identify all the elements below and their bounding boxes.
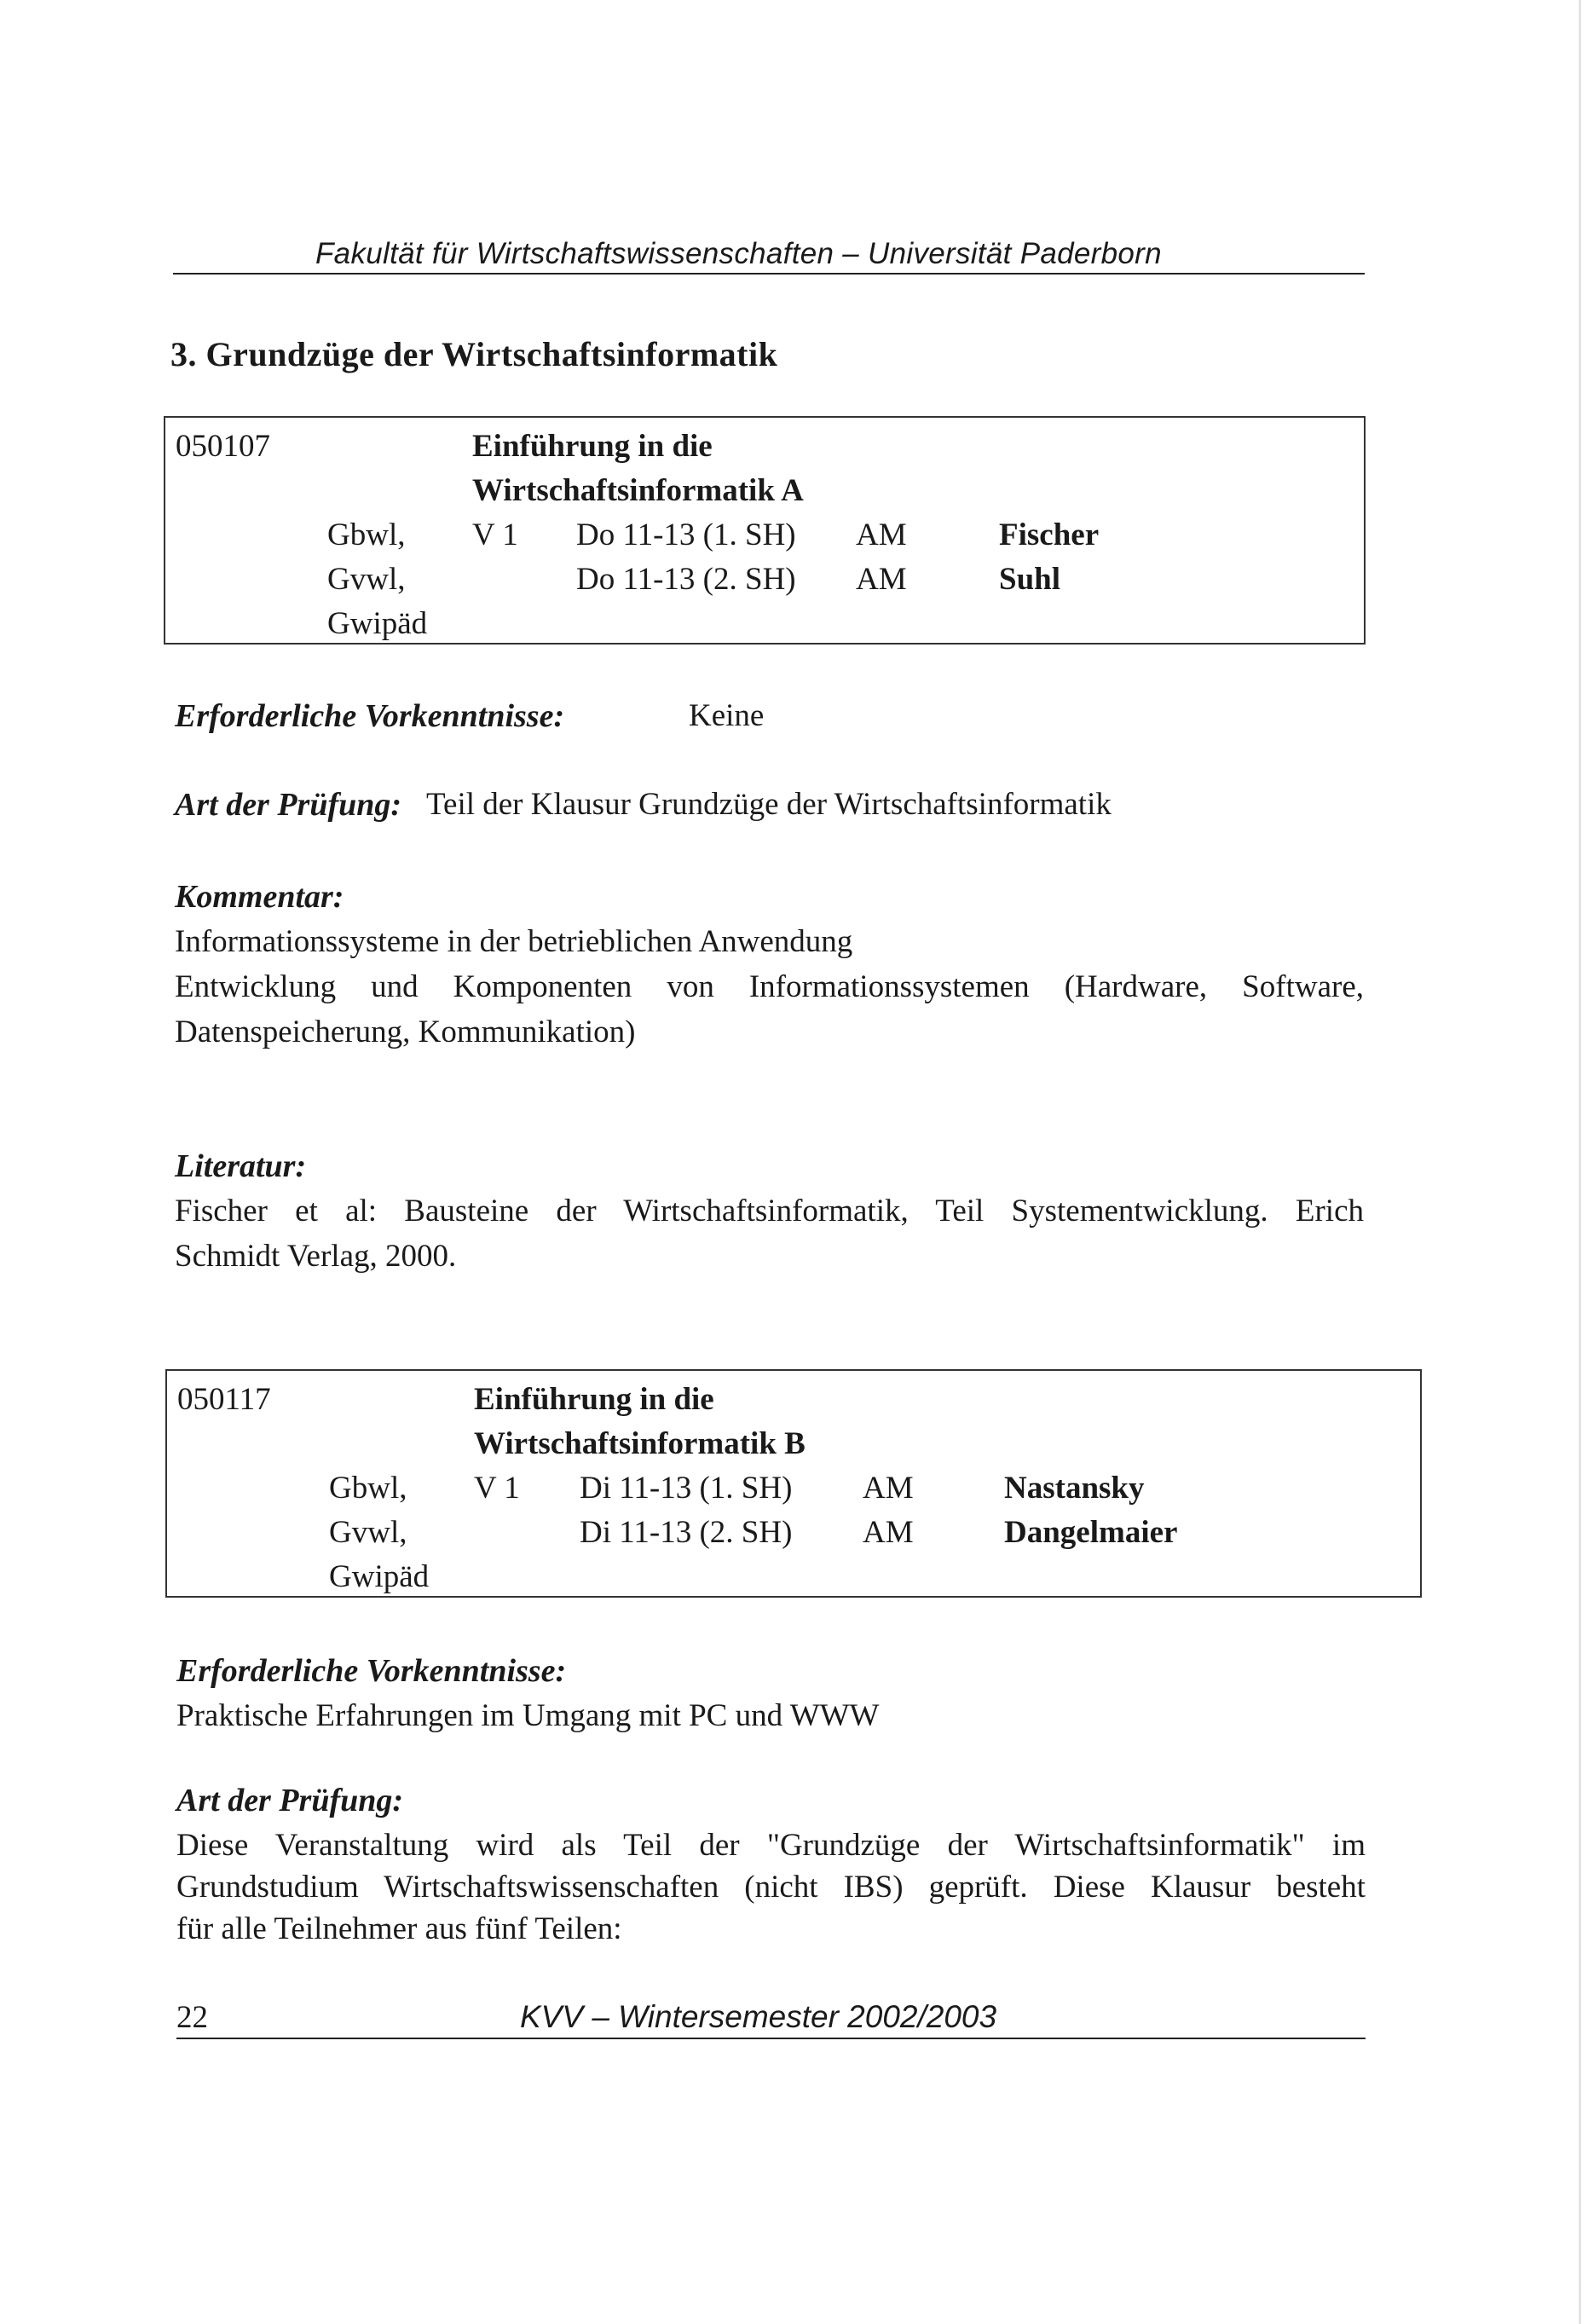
literature-line: Schmidt Verlag, 2000.: [175, 1239, 457, 1274]
program-label: Gvwl,: [327, 562, 406, 597]
running-header: Fakultät für Wirtschaftswissenschaften – Universität Paderborn: [315, 237, 1162, 270]
exam-text-line: Diese Veranstaltung wird als Teil der "Grundzüge der Wirtschaftsinformatik" im: [176, 1828, 1366, 1863]
session-room: AM: [863, 1471, 914, 1506]
program-label: Gwipäd: [327, 606, 428, 641]
course-title-line-1: Einführung in die: [474, 1382, 714, 1417]
session-room: AM: [863, 1515, 914, 1550]
session-lecturer: Fischer: [999, 517, 1100, 552]
footer-rule: [176, 2038, 1366, 2039]
session-time: Do 11-13 (1. SH): [576, 517, 796, 552]
course-box-2: [165, 1369, 1422, 1598]
session-time: Di 11-13 (2. SH): [580, 1515, 793, 1550]
literature-line: Fischer et al: Bausteine der Wirtschaftsinformatik, Teil Systementwicklung. Erich: [175, 1194, 1364, 1228]
exam-label: Art der Prüfung:: [175, 787, 402, 823]
prerequisites-value: Keine: [689, 698, 765, 733]
exam-value: Teil der Klausur Grundzüge der Wirtschaftsinformatik: [426, 787, 1112, 822]
scan-edge-line: [1579, 0, 1581, 2324]
exam-text-line: Grundstudium Wirtschaftswissenschaften (nicht IBS) geprüft. Diese Klausur besteht: [176, 1870, 1366, 1905]
program-label: Gwipäd: [329, 1559, 430, 1594]
prerequisites-label: Erforderliche Vorkenntnisse:: [175, 698, 565, 734]
prerequisites-value: Praktische Erfahrungen im Umgang mit PC und WWW: [176, 1698, 880, 1733]
session-lecturer: Suhl: [999, 562, 1061, 597]
comment-line: Entwicklung und Komponenten von Informationssystemen (Hardware, Software,: [175, 969, 1364, 1004]
comment-line: Informationssysteme in der betrieblichen Anwendung: [175, 924, 853, 959]
session-time: Do 11-13 (2. SH): [576, 562, 796, 597]
exam-text-line: für alle Teilnehmer aus fünf Teilen:: [176, 1911, 622, 1946]
session-lecturer: Nastansky: [1004, 1471, 1145, 1506]
course-title-line-2: Wirtschaftsinformatik B: [474, 1426, 806, 1461]
session-time: Di 11-13 (1. SH): [580, 1471, 793, 1506]
exam-label: Art der Prüfung:: [176, 1783, 404, 1818]
course-type: V 1: [474, 1471, 520, 1506]
program-label: Gbwl,: [327, 517, 406, 552]
course-box-1: [164, 416, 1366, 645]
course-number: 050107: [176, 429, 270, 464]
program-label: Gvwl,: [329, 1515, 407, 1550]
session-room: AM: [856, 517, 907, 552]
footer-title: KVV – Wintersemester 2002/2003: [520, 1999, 997, 2034]
program-label: Gbwl,: [329, 1471, 407, 1506]
course-title-line-2: Wirtschaftsinformatik A: [472, 473, 804, 508]
comment-line: Datenspeicherung, Kommunikation): [175, 1015, 636, 1049]
literature-label: Literatur:: [175, 1148, 307, 1184]
course-type: V 1: [472, 517, 518, 552]
session-room: AM: [856, 562, 907, 597]
prerequisites-label: Erforderliche Vorkenntnisse:: [176, 1653, 567, 1689]
course-title-line-1: Einführung in die: [472, 429, 713, 464]
comment-label: Kommentar:: [175, 879, 344, 915]
section-title: 3. Grundzüge der Wirtschaftsinformatik: [170, 335, 778, 373]
header-rule: [173, 273, 1365, 275]
course-number: 050117: [177, 1382, 271, 1417]
session-lecturer: Dangelmaier: [1004, 1515, 1178, 1550]
page-number: 22: [176, 2000, 208, 2035]
